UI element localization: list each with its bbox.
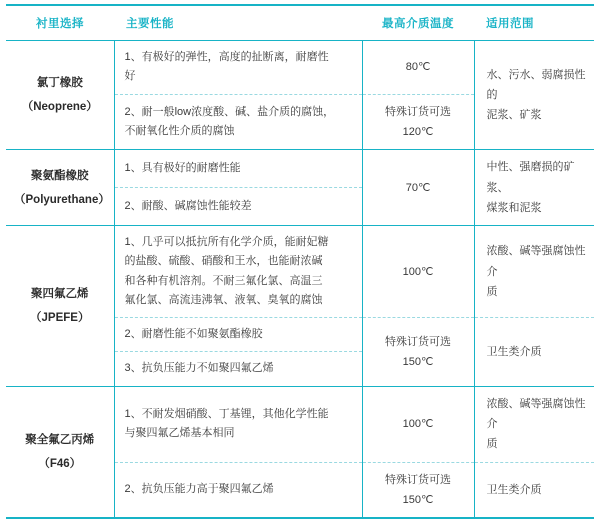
scope-line: 质 [486, 438, 498, 451]
performance-cell [114, 462, 362, 518]
material-cell [6, 41, 114, 150]
performance-line: 不耐氧化性介质的腐蚀 [124, 124, 235, 137]
scope-line: 卫生类介质 [486, 483, 542, 496]
performance-cell [114, 94, 362, 150]
temperature-value: 120℃ [402, 125, 434, 138]
scope-line: 浓酸、碱等强腐蚀性介 [486, 245, 586, 278]
performance-line: 的盐酸、硫酸、硝酸和王水，也能耐浓碱 [124, 255, 323, 268]
scope-line: 水、污水、弱腐损性的 [486, 68, 586, 101]
material-name: 聚氨酯橡胶 [31, 169, 89, 182]
table-header-row [6, 5, 594, 41]
material-name: 氯丁橡胶 [36, 76, 83, 89]
header-main-performance: 主要性能 [114, 5, 362, 41]
material-name: 聚四氟乙烯 [31, 287, 89, 300]
material-name-en: （Polyurethane） [14, 193, 110, 206]
material-name-en: （F46） [38, 458, 82, 471]
performance-line: 1、几乎可以抵抗所有化学介质，能耐妃糖 [124, 236, 329, 249]
performance-cell [114, 226, 362, 318]
material-cell [6, 386, 114, 518]
performance-line: 2、耐一般low浓度酸、碱、盐介质的腐蚀， [124, 105, 335, 118]
temperature-cell [362, 318, 474, 387]
performance-line: 1、具有极好的耐磨性能 [124, 162, 241, 175]
temperature-note: 特殊订货可选 [385, 105, 451, 118]
performance-cell [114, 318, 362, 352]
performance-cell [114, 386, 362, 462]
table-row [6, 41, 594, 95]
scope-line: 煤浆和泥浆 [486, 201, 542, 214]
temperature-cell [362, 150, 474, 226]
scope-line: 质 [486, 285, 498, 298]
performance-line: 2、抗负压能力高于聚四氟乙烯 [124, 483, 274, 496]
performance-line: 和各种有机溶剂。不耐三氟化氯、高温三 [124, 274, 323, 287]
temperature-value: 70℃ [405, 181, 431, 194]
temperature-value: 100℃ [402, 265, 434, 278]
performance-cell [114, 188, 362, 226]
scope-line: 中性、强磨损的矿浆、 [486, 161, 575, 194]
performance-line: 氟化氯、高流违沸氧、液氧、臭氧的腐蚀 [124, 293, 323, 306]
scope-cell [474, 226, 594, 318]
performance-line: 2、耐磨性能不如聚氨酯橡胶 [124, 328, 263, 341]
scope-cell [474, 150, 594, 226]
scope-line: 卫生类介质 [486, 345, 542, 358]
temperature-note: 特殊订货可选 [385, 473, 451, 486]
scope-cell [474, 462, 594, 518]
performance-line: 2、耐酸、碱腐蚀性能较差 [124, 200, 252, 213]
temperature-value: 100℃ [402, 418, 434, 431]
temperature-cell [362, 41, 474, 95]
performance-line: 1、不耐发烟硝酸、丁基锂，其他化学性能 [124, 407, 329, 420]
temperature-note: 特殊订货可选 [385, 335, 451, 348]
scope-cell [474, 318, 594, 387]
temperature-value: 150℃ [402, 355, 434, 368]
header-application-scope: 适用范围 [474, 5, 594, 41]
temperature-cell [362, 226, 474, 318]
lining-selection-table [6, 4, 594, 519]
performance-line: 与聚四氟乙烯基本相同 [124, 427, 235, 440]
table-row [6, 386, 594, 462]
scope-line: 泥浆、矿浆 [486, 109, 542, 122]
performance-cell [114, 41, 362, 95]
temperature-cell [362, 94, 474, 150]
performance-line: 3、抗负压能力不如聚四氟乙烯 [124, 362, 274, 375]
table-body [6, 41, 594, 519]
temperature-value: 80℃ [405, 61, 431, 74]
performance-line: 1、有极好的弹性，高度的扯断离，耐磨性 [124, 51, 329, 63]
table-row [6, 226, 594, 318]
material-name: 聚全氟乙丙烯 [25, 433, 95, 446]
performance-cell [114, 352, 362, 386]
material-name-en: （JPEFE） [30, 311, 90, 324]
scope-cell [474, 41, 594, 150]
performance-line: 好 [124, 70, 136, 83]
material-cell [6, 150, 114, 226]
performance-cell [114, 150, 362, 188]
scope-line: 浓酸、碱等强腐蚀性介 [486, 397, 586, 431]
table-row [6, 150, 594, 188]
scope-cell [474, 386, 594, 462]
temperature-cell [362, 386, 474, 462]
material-name-en: （Neoprene） [21, 101, 98, 114]
header-max-medium-temperature: 最高介质温度 [362, 5, 474, 41]
temperature-cell [362, 462, 474, 518]
temperature-value: 150℃ [402, 494, 434, 507]
material-cell [6, 226, 114, 387]
table-header [6, 5, 594, 41]
header-lining-selection: 衬里选择 [6, 5, 114, 41]
